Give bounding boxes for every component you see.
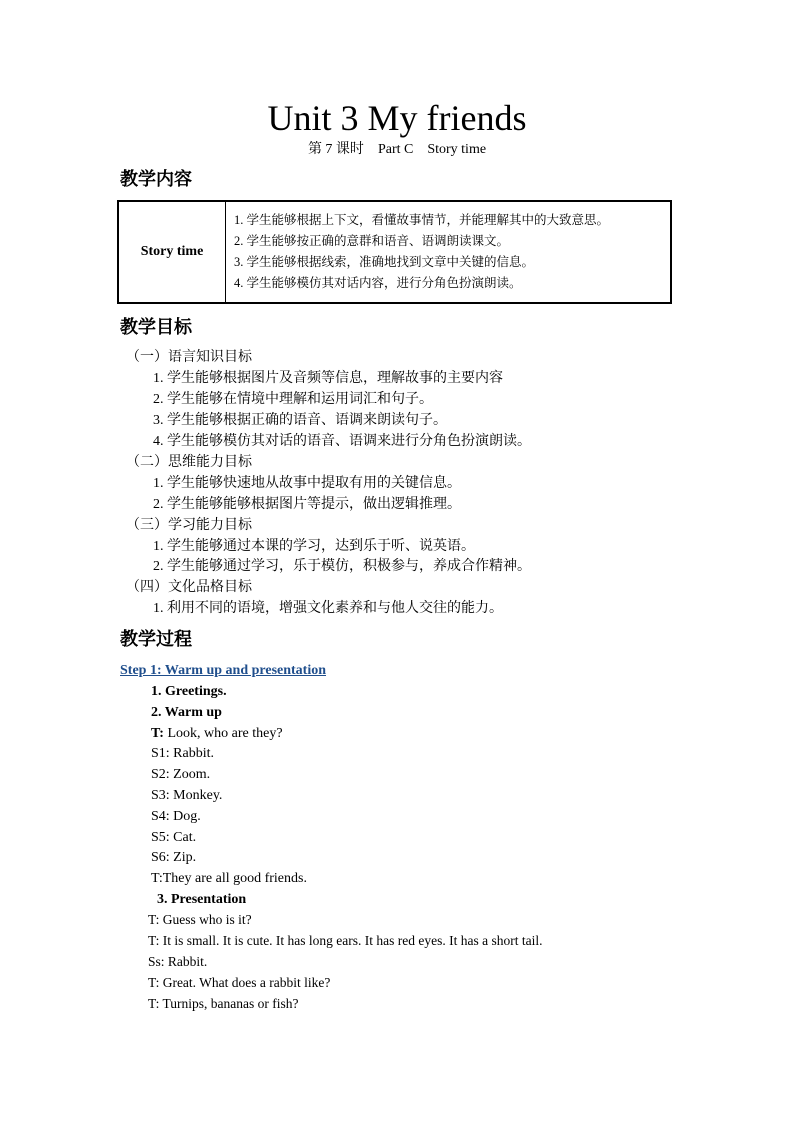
content-heading: 教学内容 xyxy=(120,169,192,189)
content-table xyxy=(117,200,672,304)
student-answer: S6: Zip. xyxy=(151,850,197,865)
content-item: 3. 学生能够根据线索，准确地找到文章中关键的信息。 xyxy=(234,255,535,269)
lesson-number: 第 7 课时 xyxy=(307,142,364,157)
goal-section-title: （一）语言知识目标 xyxy=(126,350,252,365)
goal-item: 1. 利用不同的语境，增强文化素养和与他人交往的能力。 xyxy=(153,601,503,616)
goal-item: 2. 学生能够在情境中理解和运用词汇和句子。 xyxy=(153,392,433,407)
dialogue-line: T: It is small. It is cute. It has long ears. It has red eyes. It has a short tail. xyxy=(148,933,543,948)
student-answer: S4: Dog. xyxy=(151,809,201,824)
dialogue-line: Ss: Rabbit. xyxy=(148,954,208,969)
teacher-question-text: Look, who are they? xyxy=(163,726,283,741)
student-answer: S5: Cat. xyxy=(151,830,197,845)
lesson-topic: Story time xyxy=(427,142,487,157)
goal-item: 4. 学生能够模仿其对话的语音、语调来进行分角色扮演朗读。 xyxy=(153,434,531,449)
step1-title: Step 1: Warm up and presentation xyxy=(120,663,327,678)
student-answer: S3: Monkey. xyxy=(151,788,223,803)
teacher-conclusion: T:They are all good friends. xyxy=(151,871,307,886)
goal-section-title: （三）学习能力目标 xyxy=(126,518,252,533)
content-item: 4. 学生能够模仿其对话内容，进行分角色扮演朗读。 xyxy=(234,276,522,290)
warmup-line: 2. Warm up xyxy=(151,705,222,720)
goals-heading: 教学目标 xyxy=(120,317,192,337)
goal-item: 3. 学生能够根据正确的语音、语调来朗读句子。 xyxy=(153,413,447,428)
dialogue-line: T: Great. What does a rabbit like? xyxy=(148,975,331,990)
student-answer: S2: Zoom. xyxy=(151,767,211,782)
greetings-line: 1. Greetings. xyxy=(151,684,227,699)
goal-section-title: （二）思维能力目标 xyxy=(126,455,252,470)
process-heading: 教学过程 xyxy=(120,629,192,649)
goal-item: 1. 学生能够通过本课的学习，达到乐于听、说英语。 xyxy=(153,539,475,554)
goal-item: 1. 学生能够根据图片及音频等信息，理解故事的主要内容 xyxy=(153,371,503,386)
content-table-label: Story time xyxy=(118,201,226,303)
content-item: 2. 学生能够按正确的意群和语音、语调朗读课文。 xyxy=(234,234,510,248)
student-answer: S1: Rabbit. xyxy=(151,746,215,761)
content-table-items xyxy=(226,201,672,303)
teacher-question xyxy=(151,724,283,744)
lesson-subtitle xyxy=(0,141,794,159)
page-title: Unit 3 My friends xyxy=(267,98,527,138)
goal-item: 2. 学生能够能够根据图片等提示，做出逻辑推理。 xyxy=(153,497,461,512)
dialogue-line: T: Turnips, bananas or fish? xyxy=(148,996,299,1011)
presentation-line: 3. Presentation xyxy=(157,892,247,907)
goal-item: 1. 学生能够快速地从故事中提取有用的关键信息。 xyxy=(153,476,461,491)
goal-section-title: （四）文化品格目标 xyxy=(126,580,252,595)
content-item: 1. 学生能够根据上下文，看懂故事情节，并能理解其中的大致意思。 xyxy=(234,213,610,227)
lesson-part: Part C xyxy=(377,142,414,157)
teacher-label: T: xyxy=(151,726,164,741)
goal-item: 2. 学生能够通过学习，乐于模仿，积极参与，养成合作精神。 xyxy=(153,559,531,574)
dialogue-line: T: Guess who is it? xyxy=(148,912,252,927)
